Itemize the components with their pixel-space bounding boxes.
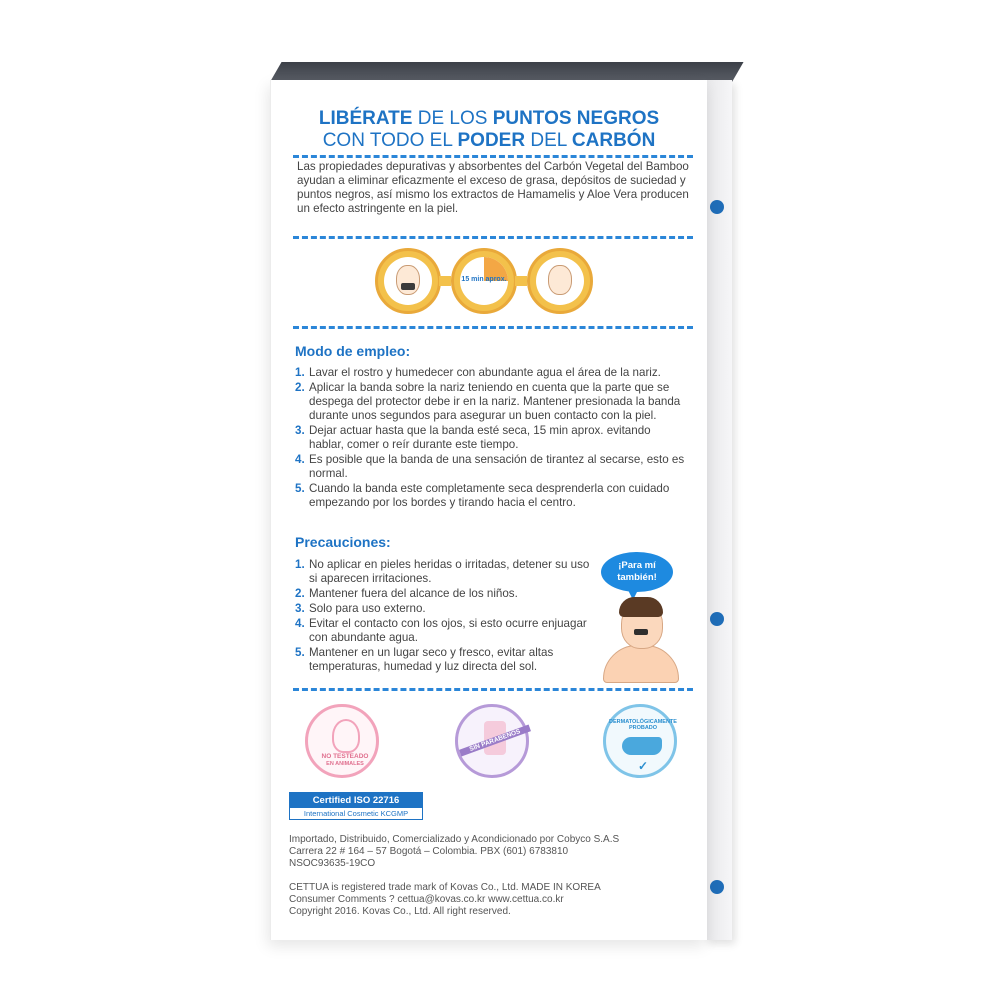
usage-steps — [295, 366, 687, 511]
list-item: 2. Aplicar la banda sobre la nariz teniendo en cuenta que la parte que se despega del protector debe ir en la nariz. Mantener presionada la banda durante unos segundos para asegurar un buen contacto con la piel. — [295, 381, 681, 422]
box-front-panel — [270, 80, 707, 940]
list-item: 1. No aplicar en pieles heridas o irritadas, detener su uso si aparecen irritaciones. — [295, 558, 590, 585]
list-item: 5. Mantener en un lugar seco y fresco, evitar altas temperaturas, humedad y luz directa del sol. — [295, 646, 554, 673]
list-item: 4. Es posible que la banda de una sensación de tirantez al secarse, esto es normal. — [295, 453, 685, 480]
precautions-title: Precauciones: — [295, 534, 391, 550]
legal-info: CETTUA is registered trade mark of Kovas Co., Ltd. MADE IN KOREA Consumer Comments ? cettua@kovas.co.kr www.cettua.co.kr Copyright 2016. Kovas Co., Ltd. All right reserved. — [289, 882, 601, 917]
divider — [293, 688, 693, 691]
list-item: 3. Dejar actuar hasta que la banda esté seca, 15 min aprox. evitando hablar, comer o reír durante este tiempo. — [295, 424, 651, 451]
speech-bubble: ¡Para mí también! — [601, 552, 673, 592]
list-item: 1. Lavar el rostro y humedecer con abundante agua el área de la nariz. — [295, 366, 661, 379]
check-icon: ✓ — [638, 759, 649, 773]
no-parabens-badge: SIN PARABENOS — [455, 704, 529, 778]
divider — [293, 236, 693, 239]
badges-row — [305, 704, 685, 784]
list-item: 2. Mantener fuera del alcance de los niños. — [295, 587, 518, 600]
headline-line-1: LIBÉRATE DE LOS PUNTOS NEGROS — [318, 108, 660, 129]
dermatologically-tested-badge: DERMATOLÓGICAMENTE PROBADO ✓ — [603, 704, 677, 778]
importer-info: Importado, Distribuido, Comercializado y Acondicionado por Cobyco S.A.S Carrera 22 # 164 – 57 Bogotá – Colombia. PBX (601) 6783810 NSOC93635-19CO — [289, 834, 620, 869]
usage-illustration — [375, 248, 605, 318]
side-logo-icon — [710, 880, 724, 894]
hand-icon — [622, 737, 662, 755]
clean-face-icon — [527, 248, 593, 314]
divider — [293, 155, 693, 158]
no-animal-testing-badge: NO TESTEADO EN ANIMALES — [305, 704, 379, 778]
list-item: 3. Solo para uso externo. — [295, 602, 426, 615]
headline-line-2: CON TODO EL PODER DEL CARBÓN — [322, 130, 656, 151]
side-logo-icon — [710, 612, 724, 626]
rabbit-icon — [332, 719, 360, 753]
intro-text: Las propiedades depurativas y absorbentes del Carbón Vegetal del Bamboo ayudan a eliminar eficazmente el exceso de grasa, depósitos de suciedad y puntos negros, así mismo los extractos de Hamamelis y Aloe Vera producen un efecto astringente en la piel. — [297, 160, 689, 215]
timer-icon — [451, 248, 517, 314]
list-item: 5. Cuando la banda este completamente seca desprenderla con cuidado empezando por los bordes y tirando hacia el centro. — [295, 482, 670, 509]
usage-title: Modo de empleo: — [295, 343, 411, 359]
face-with-strip-icon — [375, 248, 441, 314]
man-with-strip-icon — [601, 595, 681, 685]
divider — [293, 326, 693, 329]
box-top-edge — [270, 62, 744, 82]
list-item: 4. Evitar el contacto con los ojos, si esto ocurre enjuagar con abundante agua. — [295, 617, 587, 644]
iso-certification-badge: Certified ISO 22716 International Cosmetic KCGMP — [289, 792, 423, 820]
precautions-steps — [295, 558, 595, 675]
timer-label: 15 min aprox. — [461, 276, 507, 283]
side-logo-icon — [710, 200, 724, 214]
